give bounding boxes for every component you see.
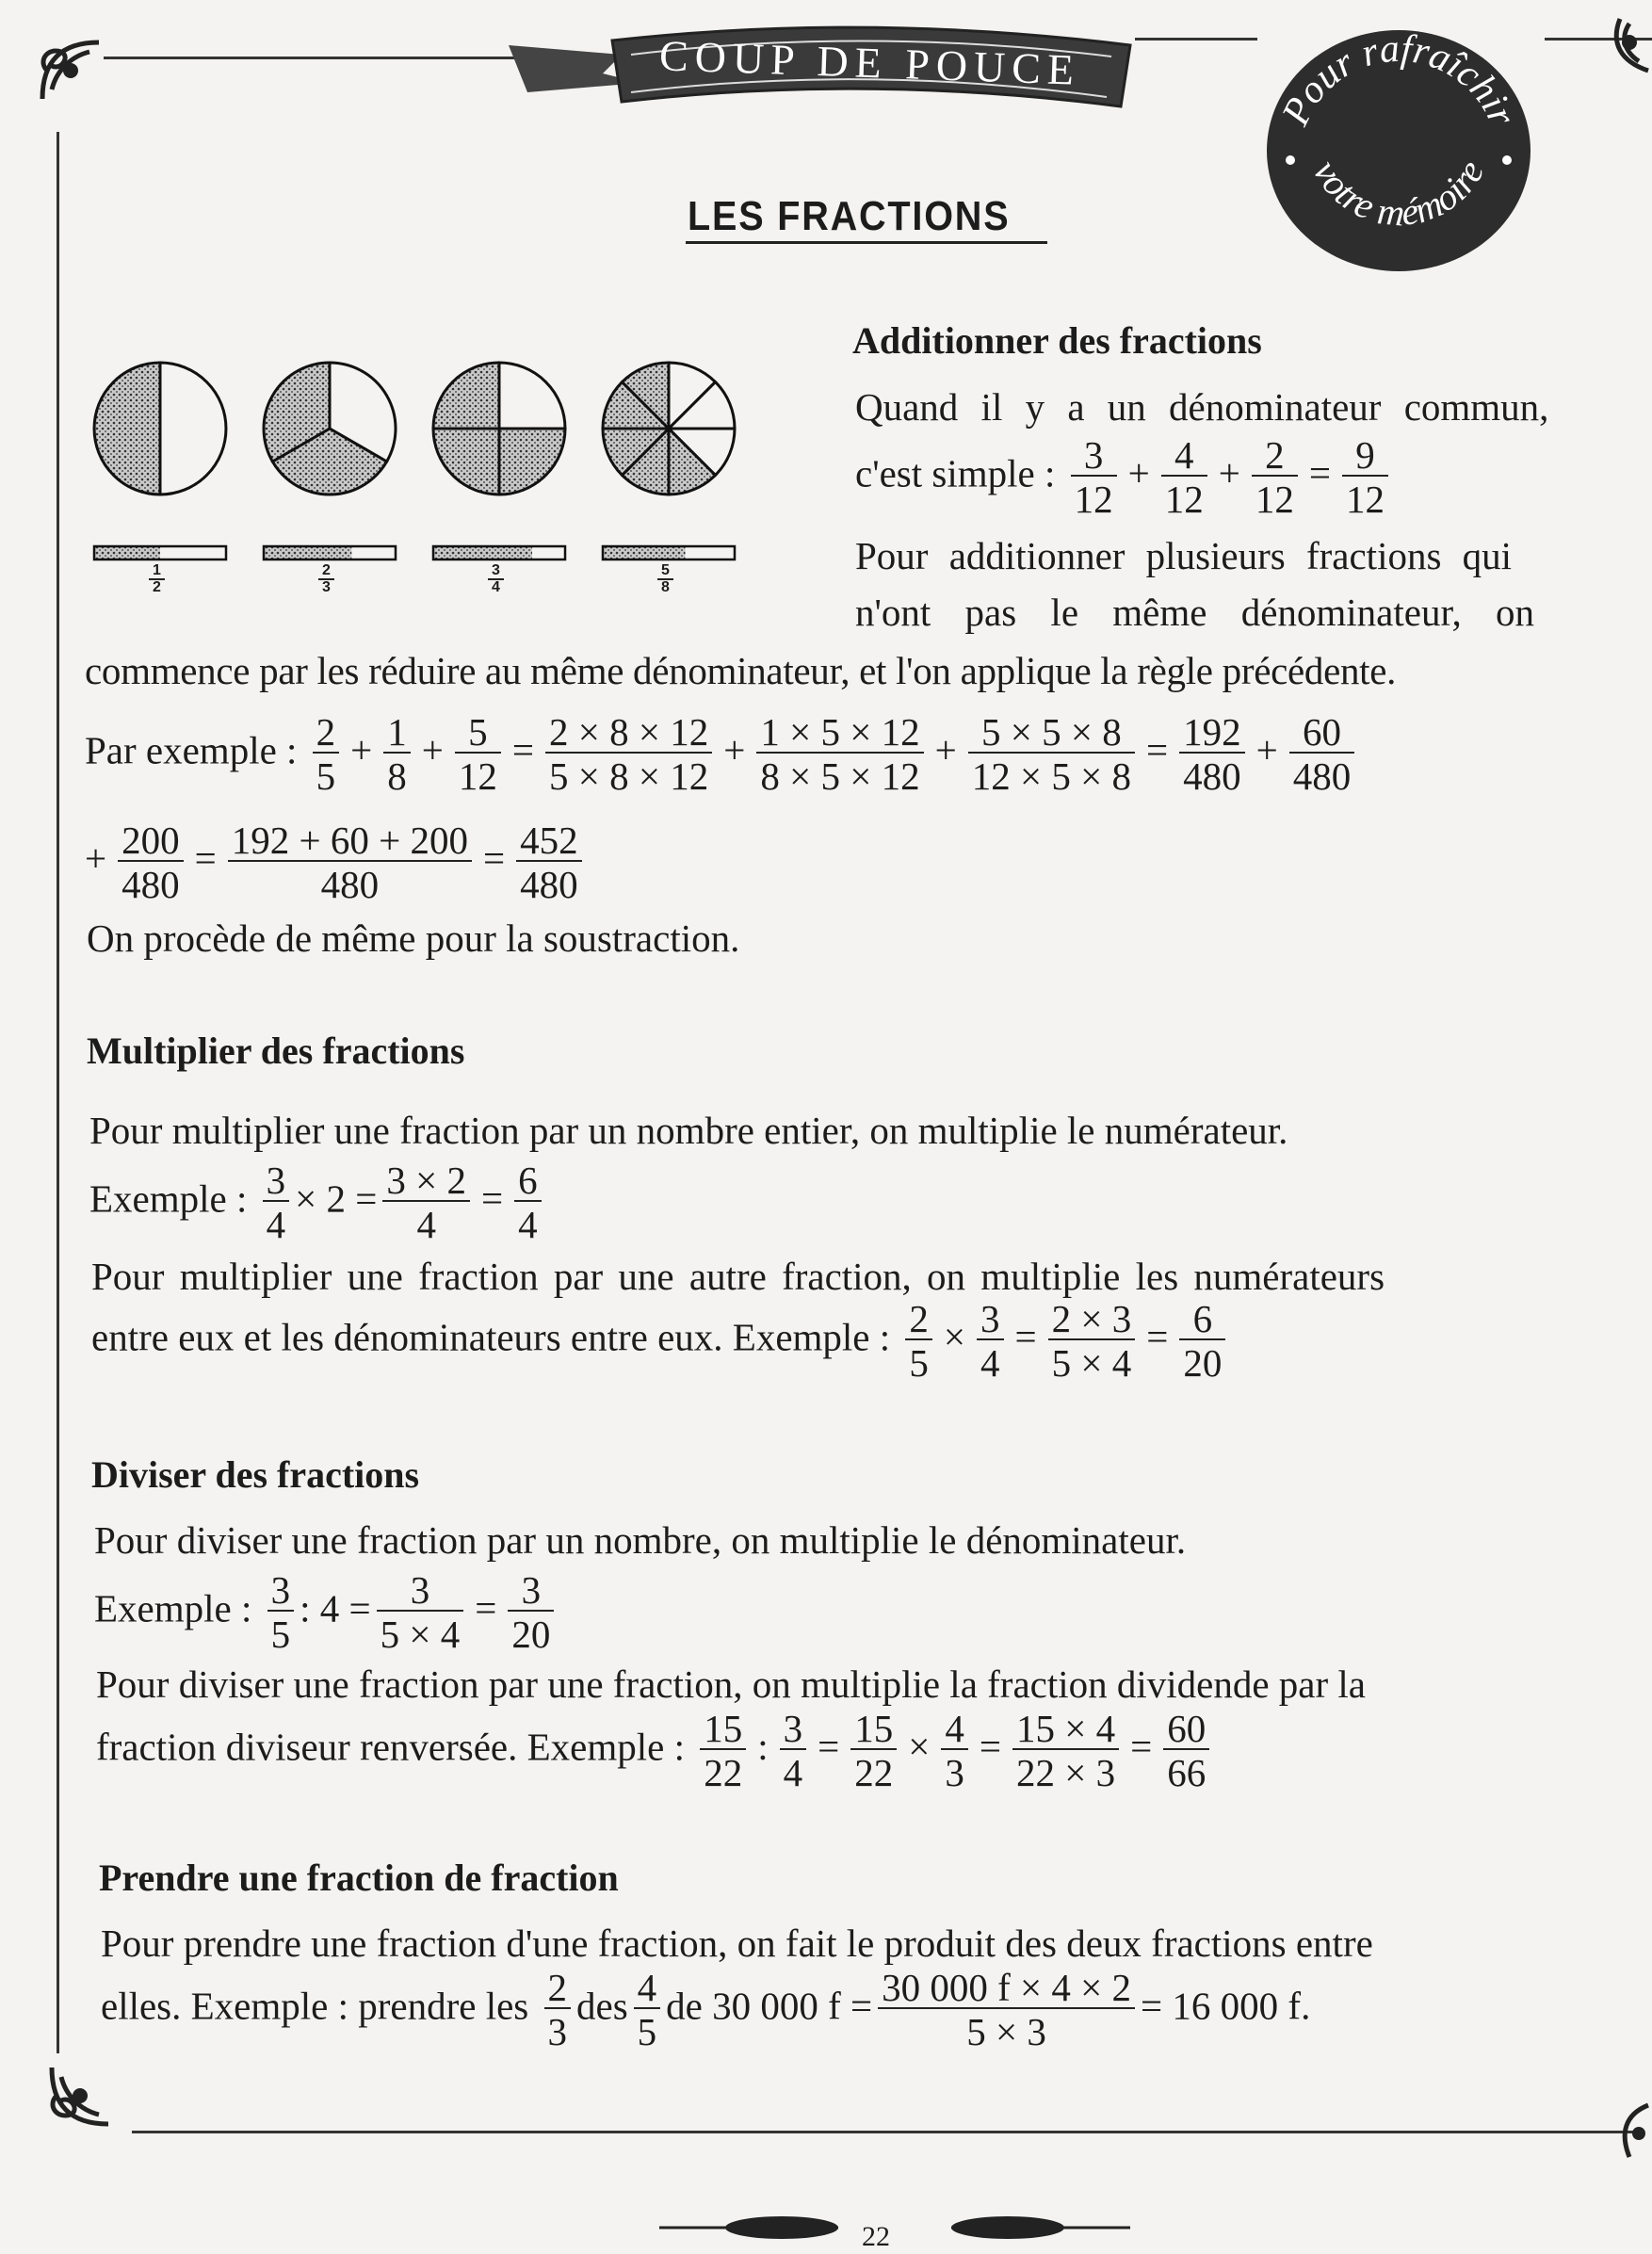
operator: = [1146, 1315, 1169, 1359]
numerator: 4 [637, 1966, 657, 2009]
operator: = [475, 1586, 497, 1630]
denominator: 5 × 4 [377, 1610, 464, 1654]
add-line-1: Quand il y a un dénominateur commun, [855, 385, 1549, 429]
numerator: 3 [270, 1568, 291, 1612]
operator: + [1218, 451, 1240, 495]
numerator: 15 × 4 [1016, 1707, 1116, 1750]
numerator: 4 [1174, 433, 1194, 477]
numerator: 30 000 f × 4 × 2 [882, 1966, 1132, 2009]
div-example-1: Exemple : $\frac{3}{5}$ : 4 = $\frac{3}{5 \times 4}$ = $\frac{3}{20}$ [94, 1571, 559, 1654]
fraction [1252, 433, 1298, 521]
numerator: 3 [783, 1707, 803, 1750]
denominator: 22 [700, 1748, 746, 1792]
bar-label: 3 4 [488, 563, 504, 595]
operator: = [511, 728, 535, 772]
fraction [383, 710, 411, 798]
pie-slice [499, 429, 565, 495]
fraction [382, 1161, 470, 1244]
numerator: 6 [518, 1159, 538, 1202]
denominator: 4 [780, 1748, 807, 1792]
fraction [1071, 433, 1117, 521]
numerator: 3 [1083, 433, 1104, 477]
fraction [545, 710, 712, 798]
div-line-2: Pour diviser une fraction par une fraction, on multiplie la fraction dividende par la [96, 1662, 1366, 1706]
pie-3 [433, 363, 565, 495]
operator: + [934, 728, 957, 772]
fraction [878, 1966, 1135, 2053]
numerator: 192 + 60 + 200 [231, 819, 468, 862]
denominator: 5 [313, 752, 340, 796]
denominator: 480 [1179, 752, 1245, 796]
div-line-1: Pour diviser une fraction par un nombre, on multiplie le dénominateur. [94, 1518, 1187, 1562]
numerator: 1 [387, 710, 407, 754]
pie-2 [264, 363, 396, 495]
denominator: 480 [1289, 752, 1355, 796]
corner-ornament-top-left [33, 33, 108, 108]
operator: + [723, 728, 746, 772]
div-line-3: fraction diviseur renversée. Exemple : $\frac{15}{22}$ : $\frac{3}{4}$ = $\frac{15}{22}$ × $\frac{4}{3}$ = $\frac{15 \times 4}{22 \times 3}$ = $\frac{60}{66}$ [96, 1710, 1215, 1792]
fraction [1048, 1297, 1136, 1385]
fraction [1289, 710, 1355, 798]
numerator: 2 [909, 1297, 929, 1340]
denominator: 12 [1342, 475, 1388, 519]
fof-line-1: Pour prendre une fraction d'une fraction, on fait le produit des deux fractions entre [101, 1922, 1373, 1965]
frame-bottom [132, 2131, 1639, 2133]
numerator: 5 × 5 × 8 [981, 710, 1122, 754]
denominator: 3 [544, 2007, 572, 2051]
operator: = [1308, 451, 1331, 495]
pie-1 [94, 363, 226, 495]
heading-multiply: Multiplier des fractions [87, 1030, 465, 1072]
denominator: 4 [263, 1200, 290, 1244]
fraction [700, 1707, 746, 1794]
fraction [1161, 433, 1207, 521]
numerator: 3 [410, 1568, 430, 1612]
numerator: 2 [1265, 433, 1285, 477]
add-example-line-1: Par exemple : $\frac{2}{5}$ + $\frac{1}{8}$ + $\frac{5}{12}$ = $\frac{2 \times 8 \times 12}{5 \times 8 \times 12}$ + $\frac{1 \times 5 \times 12}{8 \times 5 \times 12}$ + $\frac{5 \times 5 \times 8}{12 \times 5 \times 8}$ = $\frac{192}{480}$ + $\frac{60}{480}$ [85, 713, 1360, 796]
denominator: 4 [514, 1200, 542, 1244]
denominator: 20 [1179, 1338, 1225, 1383]
numerator: 3 [266, 1159, 286, 1202]
denominator: 20 [508, 1610, 554, 1654]
fraction [756, 710, 923, 798]
denominator: 12 [455, 752, 501, 796]
fraction [634, 1966, 661, 2053]
fraction [968, 710, 1135, 798]
operator: + [1255, 728, 1278, 772]
denominator: 5 × 4 [1048, 1338, 1136, 1383]
numerator: 6 [1192, 1297, 1213, 1340]
operator: = [481, 1176, 504, 1221]
add-example-line-2 [85, 821, 588, 904]
page-title: LES FRACTIONS [688, 193, 1011, 239]
fraction [313, 710, 340, 798]
numerator: 1 × 5 × 12 [760, 710, 920, 754]
pie-slice [94, 363, 160, 495]
bar-label: 5 8 [657, 563, 673, 595]
operator: + [85, 836, 107, 881]
fraction [977, 1297, 1004, 1385]
fraction [905, 1297, 932, 1385]
denominator: 22 × 3 [1012, 1748, 1119, 1792]
bar-fill [264, 546, 351, 559]
denominator: 5 × 3 [878, 2007, 1135, 2051]
mul-line-1: Pour multiplier une fraction par un nombre entier, on multiplie le numérateur. [89, 1109, 1288, 1152]
denominator: 22 [850, 1748, 897, 1792]
fraction [780, 1707, 807, 1794]
page-number: 22 [862, 2221, 890, 2252]
denominator: 5 × 8 × 12 [545, 752, 712, 796]
pie-slice [160, 363, 226, 495]
corner-ornament-top-right [1592, 5, 1652, 80]
fraction [1179, 1297, 1225, 1385]
denominator: 4 [382, 1200, 470, 1244]
fraction [1179, 710, 1245, 798]
heading-divide: Diviser des fractions [91, 1453, 420, 1496]
fof-line-2: elles. Exemple : prendre les $\frac{2}{3}$ des $\frac{4}{5}$ de 30 000 f = $\frac{30 000 f \times 4 \times 2}{5 \times 3}$ = 16 000 f. [101, 1966, 1311, 2053]
seal-top-text: Pour rafraîchir [1273, 26, 1524, 133]
denominator: 5 [905, 1338, 932, 1383]
numerator: 200 [121, 819, 180, 862]
mul-line-2: Pour multiplier une fraction par une autre fraction, on multiplie les numérateurs [91, 1255, 1385, 1298]
fraction [1163, 1707, 1209, 1794]
denominator: 8 × 5 × 12 [756, 752, 923, 796]
denominator: 480 [228, 860, 472, 904]
operator: + [350, 728, 373, 772]
operator: = [1146, 728, 1169, 772]
pie-slice [499, 363, 565, 429]
seal-bottom-text: votre mémoire [1304, 153, 1493, 235]
denominator: 12 × 5 × 8 [968, 752, 1135, 796]
corner-ornament-bottom-left [42, 2058, 118, 2133]
numerator: 15 [704, 1707, 743, 1750]
operator: = [979, 1725, 1002, 1769]
frame-top-left [104, 57, 518, 59]
denominator: 12 [1161, 475, 1207, 519]
corner-ornament-bottom-right [1606, 2096, 1652, 2171]
fraction [228, 821, 472, 904]
fraction [1012, 1707, 1119, 1794]
mul-example-1: Exemple : $\frac{3}{4}$ × 2 = $\frac{3 \times 2}{4}$ = $\frac{6}{4}$ [89, 1161, 547, 1244]
heading-add: Additionner des fractions [852, 319, 1262, 362]
numerator: 2 × 8 × 12 [549, 710, 709, 754]
operator: = [194, 836, 217, 881]
fraction [263, 1161, 290, 1244]
banner-text: COUP DE POUCE [658, 31, 1081, 94]
operator: + [421, 728, 444, 772]
frame-top-right [1135, 38, 1257, 41]
bar-label: 1 2 [149, 563, 165, 595]
denominator: 480 [516, 860, 582, 904]
denominator: 5 [634, 2007, 661, 2051]
bar-label: 2 3 [318, 563, 334, 595]
fraction [941, 1707, 968, 1794]
operator: = [818, 1725, 840, 1769]
denominator: 8 [383, 752, 411, 796]
numerator: 452 [520, 819, 578, 862]
title-underline [686, 241, 1047, 244]
operator: = [1130, 1725, 1153, 1769]
fraction [514, 1161, 542, 1244]
numerator: 3 [521, 1568, 542, 1612]
operator: + [1127, 451, 1150, 495]
denominator: 66 [1163, 1748, 1209, 1792]
fraction [508, 1568, 554, 1656]
numerator: 192 [1183, 710, 1241, 754]
add-line-4: n'ont pas le même dénominateur, on [855, 591, 1534, 634]
denominator: 480 [118, 860, 184, 904]
numerator: 3 × 2 [386, 1159, 466, 1202]
fraction [516, 821, 582, 904]
denominator: 3 [941, 1748, 968, 1792]
numerator: 2 [316, 710, 336, 754]
fraction [377, 1568, 464, 1656]
denominator: 12 [1071, 475, 1117, 519]
heading-fraction-of-fraction: Prendre une fraction de fraction [99, 1857, 619, 1899]
operator: = [1014, 1315, 1037, 1359]
fraction [850, 1707, 897, 1794]
numerator: 5 [468, 710, 488, 754]
denominator: 5 [267, 1610, 295, 1654]
denominator: 12 [1252, 475, 1298, 519]
fraction [267, 1568, 295, 1656]
fraction [544, 1966, 572, 2053]
footer-ornament [650, 2209, 1140, 2246]
numerator: 60 [1167, 1707, 1207, 1750]
bar-fill [94, 546, 160, 559]
numerator: 3 [980, 1297, 1000, 1340]
mul-line-3: entre eux et les dénominateurs entre eux. Exemple : $\frac{2}{5}$ × $\frac{3}{4}$ = $\frac{2 \times 3}{5 \times 4}$ = $\frac{6}{20}$ [91, 1300, 1231, 1383]
numerator: 60 [1303, 710, 1342, 754]
frame-left [57, 132, 59, 2053]
add-line-2: c'est simple : $\frac{3}{12}$ + $\frac{4}{12}$ + $\frac{2}{12}$ = $\frac{9}{12}$ [855, 436, 1394, 519]
fraction [118, 821, 184, 904]
fraction [455, 710, 501, 798]
pie-slice [433, 363, 499, 429]
numerator: 15 [854, 1707, 894, 1750]
numerator: 4 [945, 1707, 964, 1750]
fraction-illustration [89, 353, 805, 608]
add-subtraction-note: On procède de même pour la soustraction. [87, 916, 740, 960]
numerator: 2 [547, 1966, 567, 2009]
denominator: 4 [977, 1338, 1004, 1383]
seal-badge [1253, 19, 1545, 273]
fraction [1342, 433, 1388, 521]
bar-fill [603, 546, 686, 559]
numerator: 9 [1355, 433, 1375, 477]
add-line-5: commence par les réduire au même dénominateur, et l'on applique la règle précédente. [85, 649, 1397, 692]
pie-4 [603, 363, 735, 495]
bar-fill [433, 546, 532, 559]
operator: × [943, 1315, 966, 1359]
operator: = [483, 836, 506, 881]
numerator: 2 × 3 [1051, 1297, 1132, 1340]
operator: : [757, 1725, 769, 1769]
operator: × [908, 1725, 931, 1769]
add-line-3: Pour additionner plusieurs fractions qui [855, 534, 1513, 577]
pie-slice [433, 429, 499, 495]
